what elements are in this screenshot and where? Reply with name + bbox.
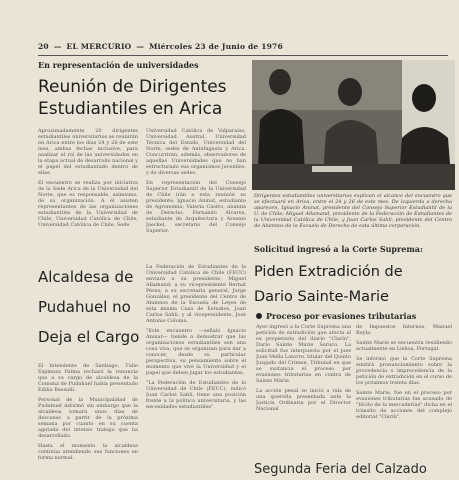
news-photo xyxy=(252,60,455,190)
story1-column-3: La Federación de Estudiantes de la Universidad Católica de Chile (FEUC) enviará a su presidente, Miguel Allamand; a su vicepresidente Bernat Pérez; a su secretaria general, Jorge González; el presidente del Centro de Alumnos de la Escuela de Leyes de esta misma Casa de Estudios, Juan Carlos Sahli, y al vicepresidente, José Antonio Coloma. "Este encuentro —señaló Ignacio Aninat— tiende a demostrar que las organizaciones estudiantiles son una cosa viva, que se organizan para dar a conocer, desde su particular perspectiva, su pensamiento sobre el momento que vive la Universidad y el papel que deben jugar los estudiantes. "La Federación de Estudiantes de la Universidad de Chile (FEUC), indicó Juan Carlos Sahli, tiene una posición frente a la política universitaria, y las necesidades estudiantiles". xyxy=(146,264,246,410)
story3-kicker: Solicitud ingresó a la Corte Suprema: xyxy=(254,244,423,254)
story4-headline: Segunda Feria del Calzado xyxy=(254,462,427,477)
story1-kicker: En representación de universidades xyxy=(38,60,199,70)
story1-column-1: Aproximadamente 20 dirigentes estudiantiles universitarios se reunirán en Arica entre los días 24 y 26 de este mes, ambas fechas inclusive, para analizar el rol de las universidades en la etapa actual de desarrollo nacional y el papel del estudiantado dentro de ellas. El encuentro se realiza por iniciativa de la Sede Arica de la Universidad del Norte, que es responsable, asimismo, de su organización. A él asisten representantes de las organizaciones estudiantiles de la Universidad de Chile, Universidad Católica de Chile, Universidad Católica de Chile, Sede xyxy=(38,128,138,228)
bullet-icon xyxy=(256,313,262,319)
page-number: 20 xyxy=(38,42,49,51)
header-rule xyxy=(38,55,448,56)
story1-column-2: Universidad Católica de Valparaíso, Universidad Austral, Universidad Técnica del Estado, Universidad del Norte, sedes de Antofagasta y Arica. Concurrirán, además, observadores de aquellas Universidades que no han estructurado sus organismos juveniles, y de diversas sedes. En representación del Consejo Superior Estudiantil de la Universidad de Chile irán a esta reunión su presidente, Ignacio Aninat, estudiante de Agronomía; Valeria Castro, alumna de Derecho; Fernando Alvarez, estudiante de Arquitectura y Arsenio Jaeckel, secretario del Consejo Superior. xyxy=(146,128,246,234)
story3-column-2: de Impuestos Internos, Manuel Boyla. Sainte Marie se encuentra residiendo actualmente en Lisboa, Portugal. Se informó que la Corte Suprema emitirá pronunciamiento sobre la procedencia o improcedencia de la petición de extradición en el curso de los próximos treinta días. Sainte Marie, fue en el proceso por evasiones tributarias fue acusado de "Ilícito de la mercaderías" dicha en el tránsito de acciones del complejo editorial "Clarín". xyxy=(356,324,452,420)
story3-headline: Piden Extradición de Dario Sainte-Marie xyxy=(254,264,403,305)
story2-column: El Intendente de Santiago, Tulio Espinoza Palma rechazó la renuncia que a su cargo de alcaldesa de la Comuna de Pudahuel había presentado Edilia Bassulli. Personal de la Municipalidad de Pudahuel informó sin embargo que la alcaldesa tomará unos días de descanso a partir de la próxima semana por cuanto en su cuenta agotada del intenso trabajo que ha desarrollado. Hasta el momento la alcaldesa continúa atendiendo sus funciones en forma normal. xyxy=(38,363,138,461)
story2-headline: Alcaldesa de Pudahuel no Deja el Cargo xyxy=(38,268,140,346)
newspaper-name: EL MERCURIO xyxy=(66,42,132,51)
page-header: 20 — EL MERCURIO — Miércoles 23 de Junio de 1976 xyxy=(38,42,283,51)
story3-subheading: Proceso por evasiones tributarias xyxy=(256,311,456,321)
photo-image xyxy=(252,60,455,190)
story3-column-1: Ayer ingresó a la Corte Suprema una petición de extradición que afecta al ex propietario del diario "Clarín", Darío Sainte Marie Soruco. La solicitud fue interpuesta por el juez Juan Mella Latorre, titular del Quinto Juzgado del Crimen, Tribunal en que se sustancia el proceso por evasiones tributarias en contra de Sainte Marie. La acción penal se inició a raíz de una querella presentada ante la Justicia Ordinaria por el Director Nacional xyxy=(256,324,351,412)
photo-caption: Dirigentes estudiantiles universitarios explican el alcance del encuentro que se efectuará en Arica, entre el 24 y 26 de este mes. De izquierda a derecha aparecen, Ignacio Aninat, presidente del Consejo Superior Estudiantil de la U. de Chile; Miguel Allamand, presidente de la Federación de Estudiantes de la Universidad Católica de Chile, y Juan Carlos Sahli, presidente del Centro de Alumnos de la Escuela de Derecho de esta última corporación. xyxy=(254,193,452,229)
story1-headline: Reunión de Dirigentes Estudiantiles en Arica xyxy=(38,77,227,119)
issue-date: Miércoles 23 de Junio de 1976 xyxy=(149,42,283,51)
